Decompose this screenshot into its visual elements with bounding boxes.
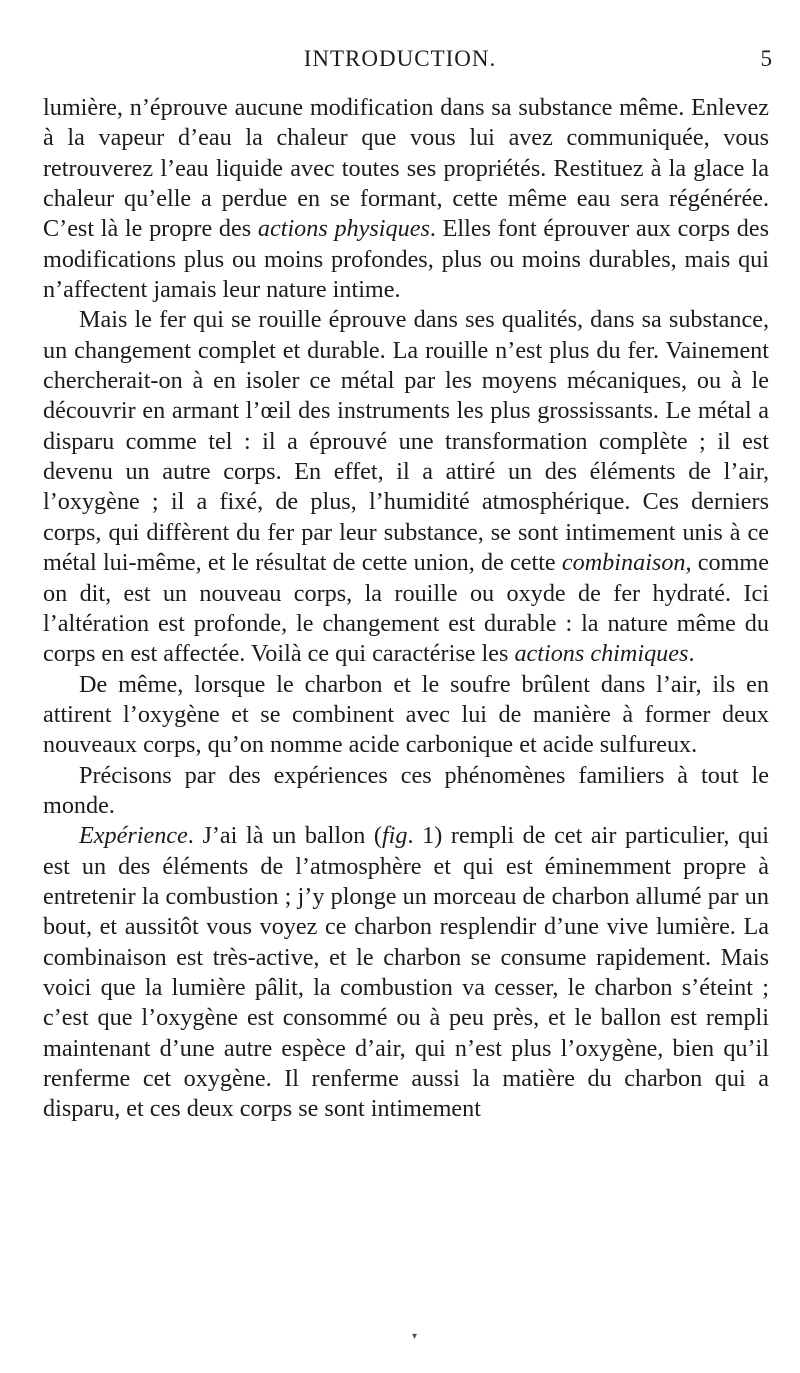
text-run: lumière, n’éprouve aucune modification dans sa substance même. Enlevez à la vapeur d’eau la chaleur que vous lui avez communiquée, vous retrouverez l’eau liquide avec toutes ses propriétés. Restituez à la glace la chaleur qu’elle a perdue en se formant, cette même eau sera régénérée. C’est là le propre des [43, 94, 769, 243]
paragraph [43, 821, 769, 1124]
text-run: . [688, 640, 695, 668]
text-run: Précisons par des expériences ces phénomènes familiers à tout le monde. [43, 761, 769, 819]
text-run: De même, lorsque le charbon et le soufre brûlent dans l’air, ils en attirent l’oxygène et se combinent avec lui de manière à former deux nouveaux corps, qu’on nomme acide carbonique et acide sulfureux. [43, 670, 769, 759]
italic-text: actions chimiques [514, 640, 689, 668]
text-run: Mais le fer qui se rouille éprouve dans ses qualités, dans sa substance, un changement complet et durable. La rouille n’est plus du fer. Vainement chercherait-on à en isoler ce métal par les moyens mécaniques, ou à le découvrir en armant l’œil des instruments les plus grossissants. Le métal a disparu comme tel : il a éprouvé une transformation complète ; il est devenu un autre corps. En effet, il a attiré un des éléments de l’air, l’oxygène ; il a fixé, de plus, l’humidité atmosphérique. Ces derniers corps, qui diffèrent du fer par leur substance, se sont intimement unis à ce métal lui-même, et le résultat de cette union, de cette [43, 306, 769, 577]
paragraph [43, 670, 769, 761]
italic-text: Expérience [79, 822, 188, 850]
paragraph [43, 93, 769, 305]
running-title: INTRODUCTION. [303, 46, 497, 71]
paragraph [43, 761, 769, 822]
text-run: . 1) rempli de cet air particulier, qui est un des éléments de l’atmosphère et qui est éminemment propre à entretenir la combustion ; j’y plonge un morceau de charbon allumé par un bout, et aussitôt vous voyez ce charbon resplendir d’une vive lumière. La combinaison est très-active, et le charbon se consume rapidement. Mais voici que la lumière pâlit, la combustion va cesser, le charbon s’éteint ; c’est que l’oxygène est consommé ou à peu près, et le ballon est rempli maintenant d’une autre espèce d’air, qui n’est plus l’oxygène, bien qu’il renferme cet oxygène. Il renferme aussi la matière du charbon qui a disparu, et ces deux corps se sont intimement [43, 822, 769, 1123]
text-run: . J’ai là un ballon ( [187, 822, 382, 850]
italic-text: actions physiques [257, 215, 430, 243]
text-run: , comme on dit, est un nouveau corps, la rouille ou oxyde de fer hydraté. Ici l’altération est profonde, le changement est durable : la nature même du corps en est affectée. Voilà ce qui caractérise les [43, 549, 769, 668]
page-number: 5 [760, 46, 772, 71]
italic-text: combinaison [561, 549, 686, 577]
text-run: . Elles font éprouver aux corps des modifications plus ou moins profondes, plus ou moins durables, mais qui n’affectent jamais leur nature intime. [43, 215, 770, 304]
printer-mark-icon: ▾ [412, 1331, 418, 1342]
italic-text: fig [381, 822, 408, 850]
body-text [43, 93, 769, 1125]
running-head [0, 40, 800, 80]
paragraph [43, 305, 769, 669]
